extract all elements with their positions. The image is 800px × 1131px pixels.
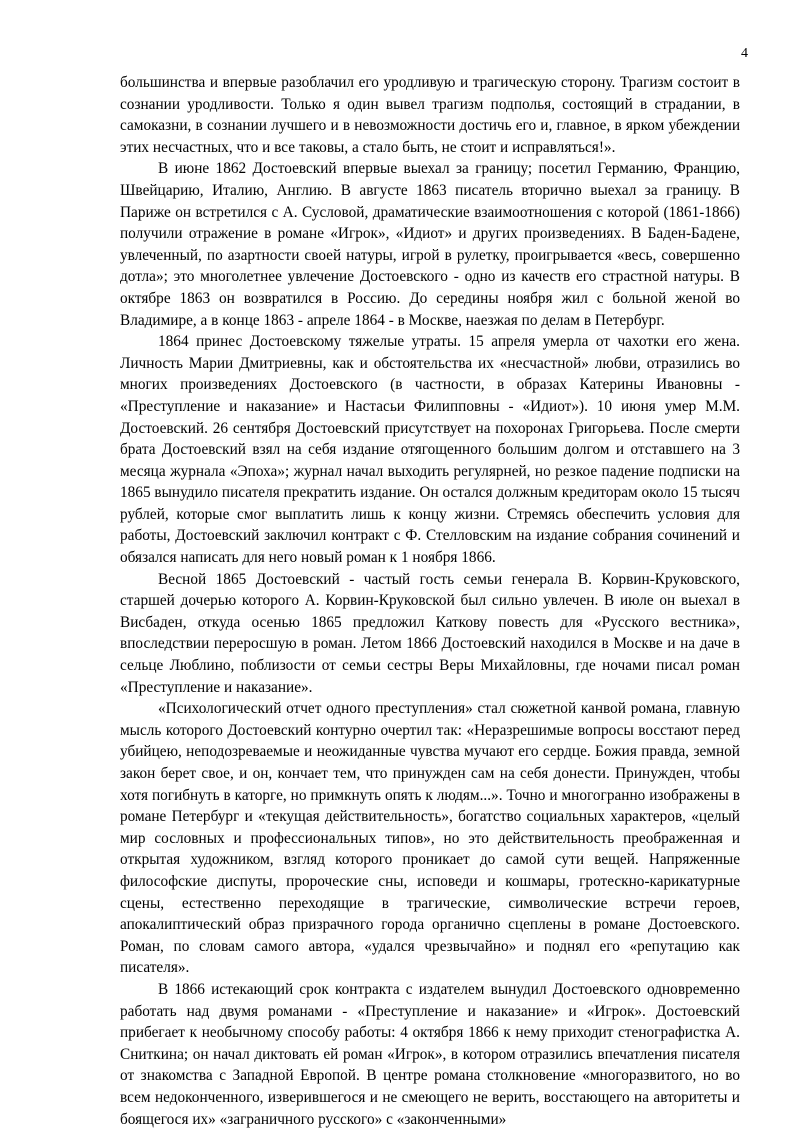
paragraph-1: большинства и впервые разоблачил его уродливую и трагическую сторону. Трагизм состоит в сознании уродливости. Только я один вывел трагизм подполья, состоящий в страдании, в самоказни, в сознании лучшего и в невозможности достичь его и, главное, в ярком убеждении этих несчастных, что и все таковы, а стало быть, не стоит и исправляться!».: [120, 74, 740, 156]
paragraph-6: В 1866 истекающий срок контракта с издателем вынудил Достоевского одновременно работать над двумя романами - «Преступление и наказание» и «Игрок». Достоевский прибегает к необычному способу работы: 4 октября 1866 к нему приходит стенографистка А. Сниткина; он начал диктовать ей роман «Игрок», в котором отразились впечатления писателя от знакомства с Западной Европой. В центре романа столкновение «многоразвитого, но во всем недоконченного, изверившегося и не смеющего не верить, восстающего на авторитеты и боящегося их» «заграничного русского» с «законченными»: [120, 980, 740, 1128]
body-text: [120, 72, 740, 1130]
paragraph-3: 1864 принес Достоевскому тяжелые утраты. 15 апреля умерла от чахотки его жена. Личность Марии Дмитриевны, как и обстоятельства их «несчастной» любви, отразились во многих произведениях Достоевского (в частности, в образах Катерины Ивановны - «Преступление и наказание» и Настасьи Филипповны - «Идиот»). 10 июня умер М.М. Достоевский. 26 сентября Достоевский присутствует на похоронах Григорьева. После смерти брата Достоевский взял на себя издание отягощенного большим долгом и отставшего на 3 месяца журнала «Эпоха»; журнал начал выходить регулярней, но резкое падение подписки на 1865 вынудило писателя прекратить издание. Он остался должным кредиторам около 15 тысяч рублей, которые смог выплатить лишь к концу жизни. Стремясь обеспечить условия для работы, Достоевский заключил контракт с Ф. Стелловским на издание собрания сочинений и обязался написать для него новый роман к 1 ноября 1866.: [120, 333, 740, 567]
paragraph-5: «Психологический отчет одного преступления» стал сюжетной канвой романа, главную мысль которого Достоевский контурно очертил так: «Неразрешимые вопросы восстают перед убийцею, неподозреваемые и неожиданные чувства мучают его сердце. Божия правда, земной закон берет свое, и он, кончает тем, что принужден сам на себя донести. Принужден, чтобы хотя погибнуть в каторге, но примкнуть опять к людям...». Точно и многогранно изображены в романе Петербург и «текущая действительность», богатство социальных характеров, «целый мир сословных и профессиональных типов», но это действительность преображенная и открытая художником, взгляд которого проникает до самой сути вещей. Напряженные философские диспуты, пророческие сны, исповеди и кошмары, гротескно-карикатурные сцены, естественно переходящие в трагические, символические встречи героев, апокалиптический образ призрачного города органично сцеплены в романе Достоевского. Роман, по словам самого автора, «удался чрезвычайно» и поднял его «репутацию как писателя».: [120, 700, 740, 977]
page-number: 4: [741, 46, 748, 61]
paragraph-2: В июне 1862 Достоевский впервые выехал за границу; посетил Германию, Францию, Швейцарию, Италию, Англию. В августе 1863 писатель вторично выехал за границу. В Париже он встретился с А. Сусловой, драматические взаимоотношения с которой (1861-1866) получили отражение в романе «Игрок», «Идиот» и других произведениях. В Баден-Бадене, увлеченный, по азартности своей натуры, игрой в рулетку, проигрывается «весь, совершенно дотла»; это многолетнее увлечение Достоевского - одно из качеств его страстной натуры. В октябре 1863 он возвратился в Россию. До середины ноября жил с больной женой во Владимире, а в конце 1863 - апреле 1864 - в Москве, наезжая по делам в Петербург.: [120, 160, 740, 329]
paragraph-4: Весной 1865 Достоевский - частый гость семьи генерала В. Корвин-Круковского, старшей дочерью которого А. Корвин-Круковской был сильно увлечен. В июле он выехал в Висбаден, откуда осенью 1865 предложил Каткову повесть для «Русского вестника», впоследствии переросшую в роман. Летом 1866 Достоевский находился в Москве и на даче в сельце Люблино, поблизости от семьи сестры Веры Михайловны, где ночами писал роман «Преступление и наказание».: [120, 570, 740, 696]
